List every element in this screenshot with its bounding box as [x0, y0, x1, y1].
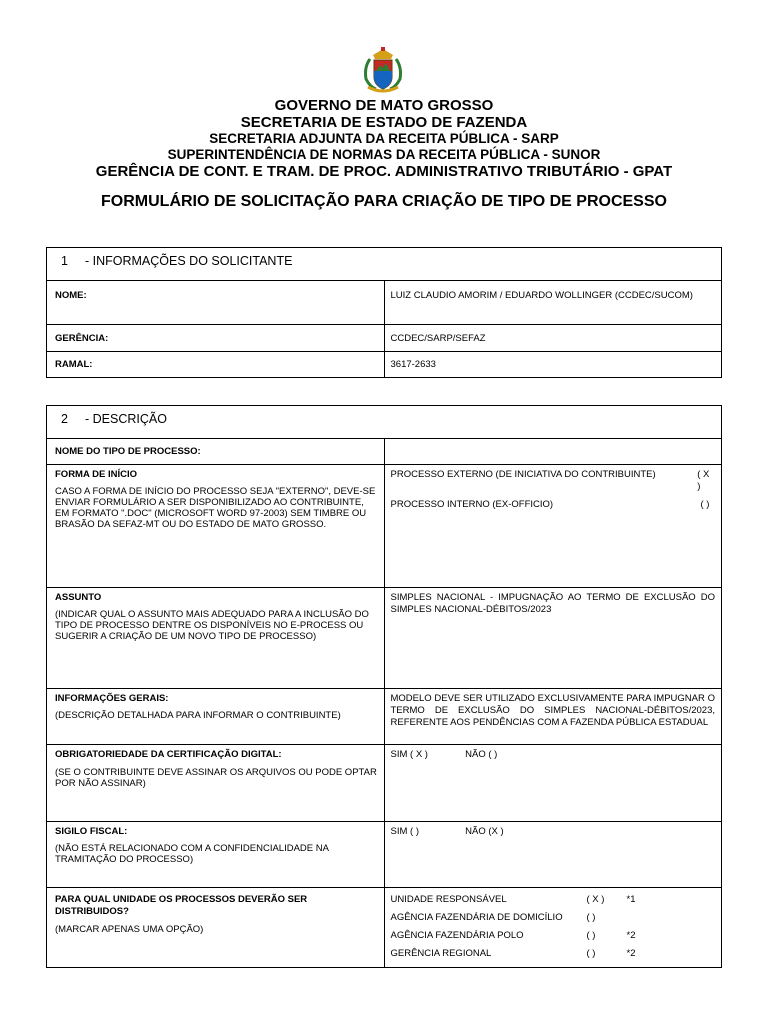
- government-name: GOVERNO DE MATO GROSSO: [274, 97, 494, 114]
- distribution-option: AGÊNCIA FAZENDÁRIA DE DOMICÍLIO ( ): [390, 912, 596, 923]
- general-info-cell: [47, 689, 385, 745]
- requester-info-table: [46, 247, 722, 378]
- management-value: CCDEC/SARP/SEFAZ: [384, 325, 722, 352]
- fiscal-secrecy-note: (NÃO ESTÁ RELACIONADO COM A CONFIDENCIALIDADE NA TRAMITAÇÃO DO PROCESSO): [55, 843, 329, 865]
- form-title: FORMULÁRIO DE SOLICITAÇÃO PARA CRIAÇÃO DE TIPO DE PROCESSO: [101, 193, 667, 210]
- distribution-unit-label: PARA QUAL UNIDADE OS PROCESSOS DEVERÃO SER DISTRIBUIDOS?: [55, 894, 308, 917]
- section-number: 1: [61, 254, 68, 268]
- subject-note: (INDICAR QUAL O ASSUNTO MAIS ADEQUADO PARA A INCLUSÃO DO TIPO DE PROCESSO DENTRE OS DISPONÍVEIS NO E-PROCESS OU SUGERIR A CRIAÇÃO DE UM NOVO TIPO DE PROCESSO): [55, 609, 369, 642]
- adjunct-secretariat-name: SECRETARIA ADJUNTA DA RECEITA PÚBLICA - SARP: [209, 131, 559, 146]
- digital-certification-cell: [47, 745, 385, 822]
- distribution-unit-cell: [47, 888, 385, 968]
- distribution-option: UNIDADE RESPONSÁVEL ( X ) *1: [390, 894, 636, 905]
- option-mark: ( ): [700, 499, 710, 510]
- general-info-note: (DESCRIÇÃO DETALHADA PARA INFORMAR O CONTRIBUINTE): [55, 710, 341, 721]
- option-internal-process: PROCESSO INTERNO (EX-OFFICIO) ( ): [390, 499, 710, 510]
- option-external-process: PROCESSO EXTERNO (DE INICIATIVA DO CONTRIBUINTE) ( X ): [391, 469, 716, 493]
- fiscal-secrecy-label: SIGILO FISCAL:: [55, 826, 128, 837]
- start-form-label: FORMA DE INÍCIO: [55, 469, 137, 480]
- section-1-header: [47, 248, 722, 281]
- extension-label: RAMAL:: [47, 352, 385, 378]
- letterhead: [0, 97, 768, 180]
- subject-label: ASSUNTO: [55, 592, 102, 603]
- description-table: [46, 405, 722, 968]
- certification-no: NÃO ( ): [465, 749, 498, 760]
- secretariat-name: SECRETARIA DE ESTADO DE FAZENDA: [240, 114, 528, 131]
- section-heading: - INFORMAÇÕES DO SOLICITANTE: [85, 254, 293, 268]
- start-form-note: CASO A FORMA DE INÍCIO DO PROCESSO SEJA "EXTERNO", DEVE-SE ENVIAR FORMULÁRIO A SER DISPONIBILIZADO AO CONTRIBUINTE, EM FORMATO ".DOC" (MICROSOFT WORD 97-2003) SEM TIMBRE OU BRASÃO DA SEFAZ-MT OU DO ESTADO DE MATO GROSSO.: [55, 486, 376, 530]
- management-name: GERÊNCIA DE CONT. E TRAM. DE PROC. ADMINISTRATIVO TRIBUTÁRIO - GPAT: [95, 163, 673, 180]
- subject-cell: [47, 588, 385, 689]
- start-form-options: [384, 465, 722, 588]
- digital-certification-note: (SE O CONTRIBUINTE DEVE ASSINAR OS ARQUIVOS OU PODE OPTAR POR NÃO ASSINAR): [55, 767, 377, 789]
- name-label: NOME:: [47, 281, 385, 325]
- secrecy-yes: SIM ( ): [390, 826, 419, 837]
- fiscal-secrecy-cell: [47, 822, 385, 888]
- distribution-option: GERÊNCIA REGIONAL ( ) *2: [390, 948, 636, 959]
- management-label: GERÊNCIA:: [47, 325, 385, 352]
- secrecy-no: NÃO (X ): [465, 826, 504, 837]
- distribution-unit-options: [384, 888, 722, 968]
- option-mark: ( X ): [697, 469, 710, 492]
- extension-value: 3617-2633: [384, 352, 722, 378]
- state-coat-of-arms-icon: [358, 47, 408, 93]
- process-type-name-value: [384, 439, 722, 465]
- section-heading: - DESCRIÇÃO: [85, 412, 167, 426]
- distribution-unit-note: (MARCAR APENAS UMA OPÇÃO): [55, 924, 204, 935]
- certification-yes: SIM ( X ): [390, 749, 428, 760]
- name-value: LUIZ CLAUDIO AMORIM / EDUARDO WOLLINGER (CCDEC/SUCOM): [384, 281, 722, 325]
- section-2-header: [47, 406, 722, 439]
- general-info-value: MODELO DEVE SER UTILIZADO EXCLUSIVAMENTE PARA IMPUGNAR O TERMO DE EXCLUSÃO DO SIMPLES NACIONAL-DÉBITOS/2023, REFERENTE AOS PENDÊNCIAS COM A FAZENDA PÚBLICA ESTADUAL: [384, 689, 722, 745]
- distribution-option: AGÊNCIA FAZENDÁRIA POLO ( ) *2: [390, 930, 636, 941]
- section-number: 2: [61, 412, 68, 426]
- general-info-label: INFORMAÇÕES GERAIS:: [55, 693, 169, 704]
- subject-value: SIMPLES NACIONAL - IMPUGNAÇÃO AO TERMO DE EXCLUSÃO DO SIMPLES NACIONAL-DÉBITOS/2023: [384, 588, 722, 689]
- fiscal-secrecy-options: [384, 822, 722, 888]
- start-form-cell: [47, 465, 385, 588]
- digital-certification-label: OBRIGATORIEDADE DA CERTIFICAÇÃO DIGITAL:: [55, 749, 282, 760]
- digital-certification-options: [384, 745, 722, 822]
- process-type-name-label: NOME DO TIPO DE PROCESSO:: [47, 439, 385, 465]
- superintendency-name: SUPERINTENDÊNCIA DE NORMAS DA RECEITA PÚBLICA - SUNOR: [167, 147, 601, 162]
